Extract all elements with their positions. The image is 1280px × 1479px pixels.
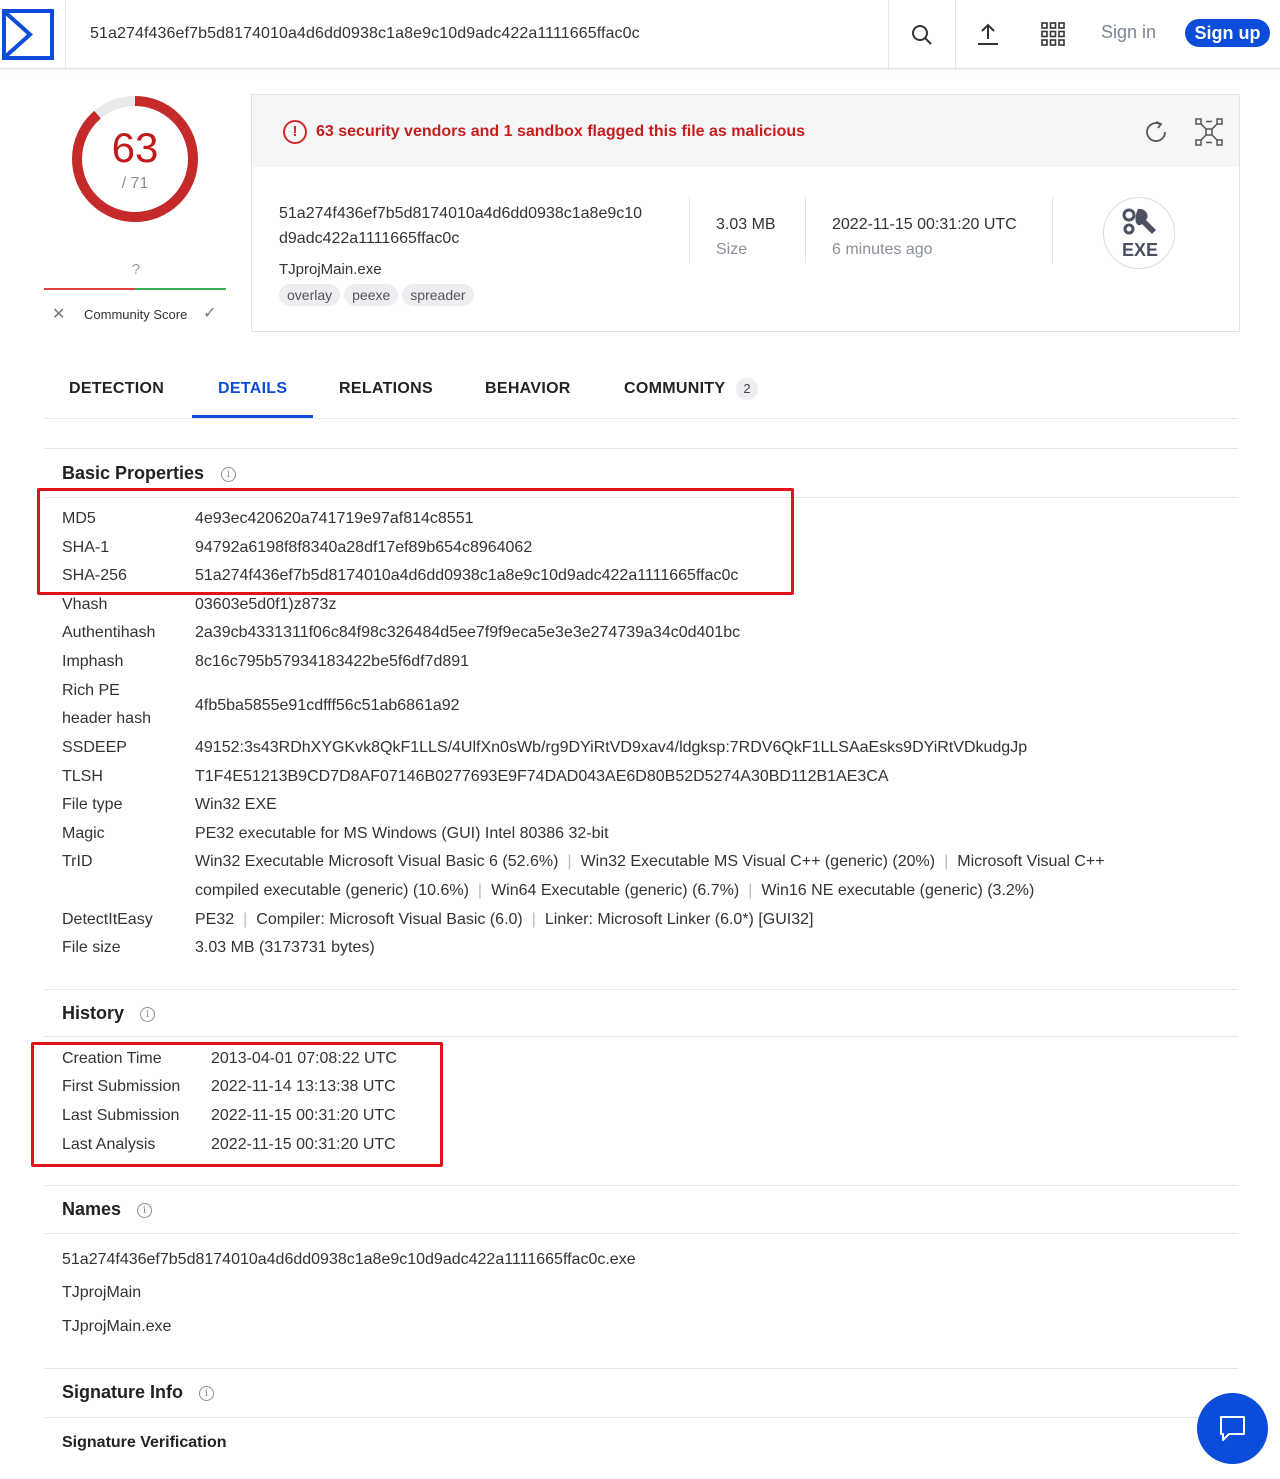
die-entry: Linker: Microsoft Linker (6.0*) [GUI32] — [544, 911, 814, 928]
property-value: 4e93ec420620a741719e97af814c8551 — [195, 510, 474, 527]
tab-detection[interactable]: DETECTION — [69, 380, 165, 397]
divider — [1052, 197, 1053, 263]
section-divider — [44, 989, 1238, 990]
tag-overlay[interactable]: overlay — [279, 284, 340, 306]
search-icon — [911, 24, 933, 46]
property-value: 4fb5ba5855e91cdfff56c51ab6861a92 — [195, 697, 460, 714]
die-entry: PE32 — [195, 911, 235, 928]
property-key: File type — [62, 796, 123, 813]
property-key: TLSH — [62, 768, 103, 785]
property-value: 3.03 MB (3173731 bytes) — [195, 939, 375, 956]
tab-behavior[interactable]: BEHAVIOR — [485, 380, 571, 397]
community-score-label: Community Score — [84, 307, 188, 322]
names-title: Names — [62, 1199, 122, 1219]
search-button[interactable] — [889, 0, 956, 69]
property-key: Authentihash — [62, 624, 156, 641]
property-key: TrID — [62, 853, 93, 870]
history-info-icon[interactable]: i — [140, 1007, 155, 1022]
file-name: TJprojMain.exe — [279, 261, 382, 278]
file-size-label: Size — [716, 241, 748, 258]
graph-view-icon[interactable] — [1194, 117, 1224, 147]
trid-entry: Win32 Executable MS Visual C++ (generic) (20%) — [580, 853, 936, 870]
property-value: Win32 EXE — [195, 796, 277, 813]
analysis-relative-time: 6 minutes ago — [832, 241, 933, 258]
list-item: TJprojMain — [62, 1284, 142, 1301]
file-type-badge — [1103, 197, 1175, 269]
history-value: 2022-11-15 00:31:20 UTC — [211, 1107, 396, 1124]
section-divider — [44, 448, 1238, 449]
chat-button[interactable] — [1197, 1393, 1268, 1464]
tab-relations[interactable]: RELATIONS — [339, 380, 433, 397]
top-header — [0, 0, 1280, 69]
property-value: 8c16c795b57934183422be5f6df7d891 — [195, 653, 470, 670]
reanalyze-icon[interactable] — [1143, 119, 1169, 145]
history-value: 2022-11-15 00:31:20 UTC — [211, 1136, 396, 1153]
property-value: T1F4E51213B9CD7D8AF07146B0277693E9F74DAD043AE6D80B52D5274A30BD112B1AE3CA — [195, 768, 889, 785]
file-hash-line-2: d9adc422a1111665ffac0c — [279, 230, 460, 247]
property-key: File size — [62, 939, 121, 956]
community-score-value: ? — [131, 261, 141, 278]
history-key: Last Analysis — [62, 1136, 156, 1153]
file-hash-line-1: 51a274f436ef7b5d8174010a4d6dd0938c1a8e9c10 — [279, 205, 643, 222]
exe-gears-icon — [1120, 206, 1162, 238]
history-value: 2013-04-01 07:08:22 UTC — [211, 1050, 397, 1067]
property-key: MD5 — [62, 510, 96, 527]
signature-info-icon[interactable]: i — [199, 1386, 214, 1401]
basic-properties-info-icon[interactable]: i — [221, 467, 236, 482]
alert-icon: ! — [283, 120, 307, 144]
property-value: 03603e5d0f1)z873z — [195, 596, 337, 613]
chat-icon — [1217, 1413, 1248, 1444]
property-key: Magic — [62, 825, 105, 842]
trid-entry: Win64 Executable (generic) (6.7%) — [491, 882, 740, 899]
property-key: DetectItEasy — [62, 911, 153, 928]
apps-grid-icon[interactable] — [1041, 22, 1065, 46]
names-info-icon[interactable]: i — [137, 1203, 152, 1218]
property-value: PE32 executable for MS Windows (GUI) Intel 80386 32-bit — [195, 825, 609, 842]
trid-entry: compiled executable (generic) (10.6%) — [195, 882, 469, 899]
property-key-continued: header hash — [62, 710, 151, 727]
section-divider — [44, 1417, 1238, 1418]
file-type-label: EXE — [1121, 240, 1159, 260]
divider — [689, 197, 690, 263]
upload-icon[interactable] — [976, 22, 1000, 46]
signature-verification-title: Signature Verification — [62, 1434, 227, 1451]
analysis-date: 2022-11-15 00:31:20 UTC — [832, 216, 1017, 233]
file-size-value: 3.03 MB — [716, 216, 776, 233]
list-item: TJprojMain.exe — [62, 1318, 172, 1335]
trid-entry: Win32 Executable Microsoft Visual Basic 6 (52.6%) — [195, 853, 559, 870]
history-key: First Submission — [62, 1078, 181, 1095]
sign-up-button[interactable]: Sign up — [1185, 19, 1270, 47]
property-key: SHA-256 — [62, 567, 127, 584]
property-value: 49152:3s43RDhXYGKvk8QkF1LLS/4UlfXn0sWb/rg9DYiRtVD9xav4/ldgksp:7RDV6QkF1LLSAaEsks9DYiRtVDkudgJp — [195, 739, 1028, 756]
sign-in-link[interactable]: Sign in — [1101, 22, 1157, 42]
vote-malicious-icon[interactable]: ✕ — [52, 306, 66, 323]
trid-line-2: compiled executable (generic) (10.6%) | Win64 Executable (generic) (6.7%) | Win16 NE executable (generic) (3.2%) — [195, 882, 1035, 899]
search-input-value: 51a274f436ef7b5d8174010a4d6dd0938c1a8e9c10d9adc422a1111665ffac0c — [90, 25, 640, 42]
history-key: Creation Time — [62, 1050, 162, 1067]
property-key: Vhash — [62, 596, 108, 613]
tab-details[interactable]: DETAILS — [218, 380, 288, 397]
list-item: 51a274f436ef7b5d8174010a4d6dd0938c1a8e9c10d9adc422a1111665ffac0c.exe — [62, 1251, 636, 1268]
history-title: History — [62, 1003, 125, 1023]
history-key: Last Submission — [62, 1107, 180, 1124]
detection-count: 63 — [111, 124, 159, 171]
section-divider — [44, 1233, 1238, 1234]
file-tags — [279, 284, 478, 306]
die-entry: Compiler: Microsoft Visual Basic (6.0) — [256, 911, 523, 928]
property-key: Rich PE — [62, 682, 120, 699]
tag-spreader[interactable]: spreader — [402, 284, 473, 306]
tag-peexe[interactable]: peexe — [344, 284, 398, 306]
section-divider — [44, 1185, 1238, 1186]
search-input[interactable] — [66, 0, 889, 69]
property-key: SSDEEP — [62, 739, 127, 756]
vote-harmless-icon[interactable]: ✓ — [203, 305, 217, 322]
section-divider — [44, 1036, 1238, 1037]
property-value: 51a274f436ef7b5d8174010a4d6dd0938c1a8e9c10d9adc422a1111665ffac0c — [195, 567, 739, 584]
file-summary-card — [251, 94, 1240, 332]
history-value: 2022-11-14 13:13:38 UTC — [211, 1078, 396, 1095]
community-count-badge: 2 — [736, 378, 758, 400]
trid-line-1: Win32 Executable Microsoft Visual Basic 6 (52.6%) | Win32 Executable MS Visual C++ (generic) (20%) | Microsoft Visual C++ — [195, 853, 1105, 870]
detection-total: / 71 — [121, 175, 149, 192]
divider — [805, 197, 806, 263]
trid-entry: Microsoft Visual C++ — [957, 853, 1105, 870]
highlight-box-history — [31, 1042, 443, 1167]
trid-entry: Win16 NE executable (generic) (3.2%) — [761, 882, 1035, 899]
alert-banner — [252, 95, 1239, 167]
property-value: 2a39cb4331311f06c84f98c326484d5ee7f9f9eca5e3e3e274739a34c0d401bc — [195, 624, 741, 641]
tab-community[interactable]: COMMUNITY — [624, 380, 726, 397]
tabs-divider — [44, 418, 1238, 419]
property-key: SHA-1 — [62, 539, 110, 556]
highlight-box-hashes — [37, 488, 794, 595]
section-divider — [44, 1368, 1238, 1369]
virustotal-logo[interactable] — [0, 0, 66, 69]
malicious-alert-text: 63 security vendors and 1 sandbox flagged this file as malicious — [316, 123, 806, 140]
property-value: 94792a6198f8f8340a28df17ef89b654c8964062 — [195, 539, 533, 556]
signature-info-title: Signature Info — [62, 1382, 183, 1402]
property-key: Imphash — [62, 653, 124, 670]
basic-properties-title: Basic Properties — [62, 463, 205, 483]
detectiteasy-value: PE32 | Compiler: Microsoft Visual Basic (6.0) | Linker: Microsoft Linker (6.0*) [GUI32] — [195, 911, 814, 928]
community-score-bar — [44, 288, 226, 290]
